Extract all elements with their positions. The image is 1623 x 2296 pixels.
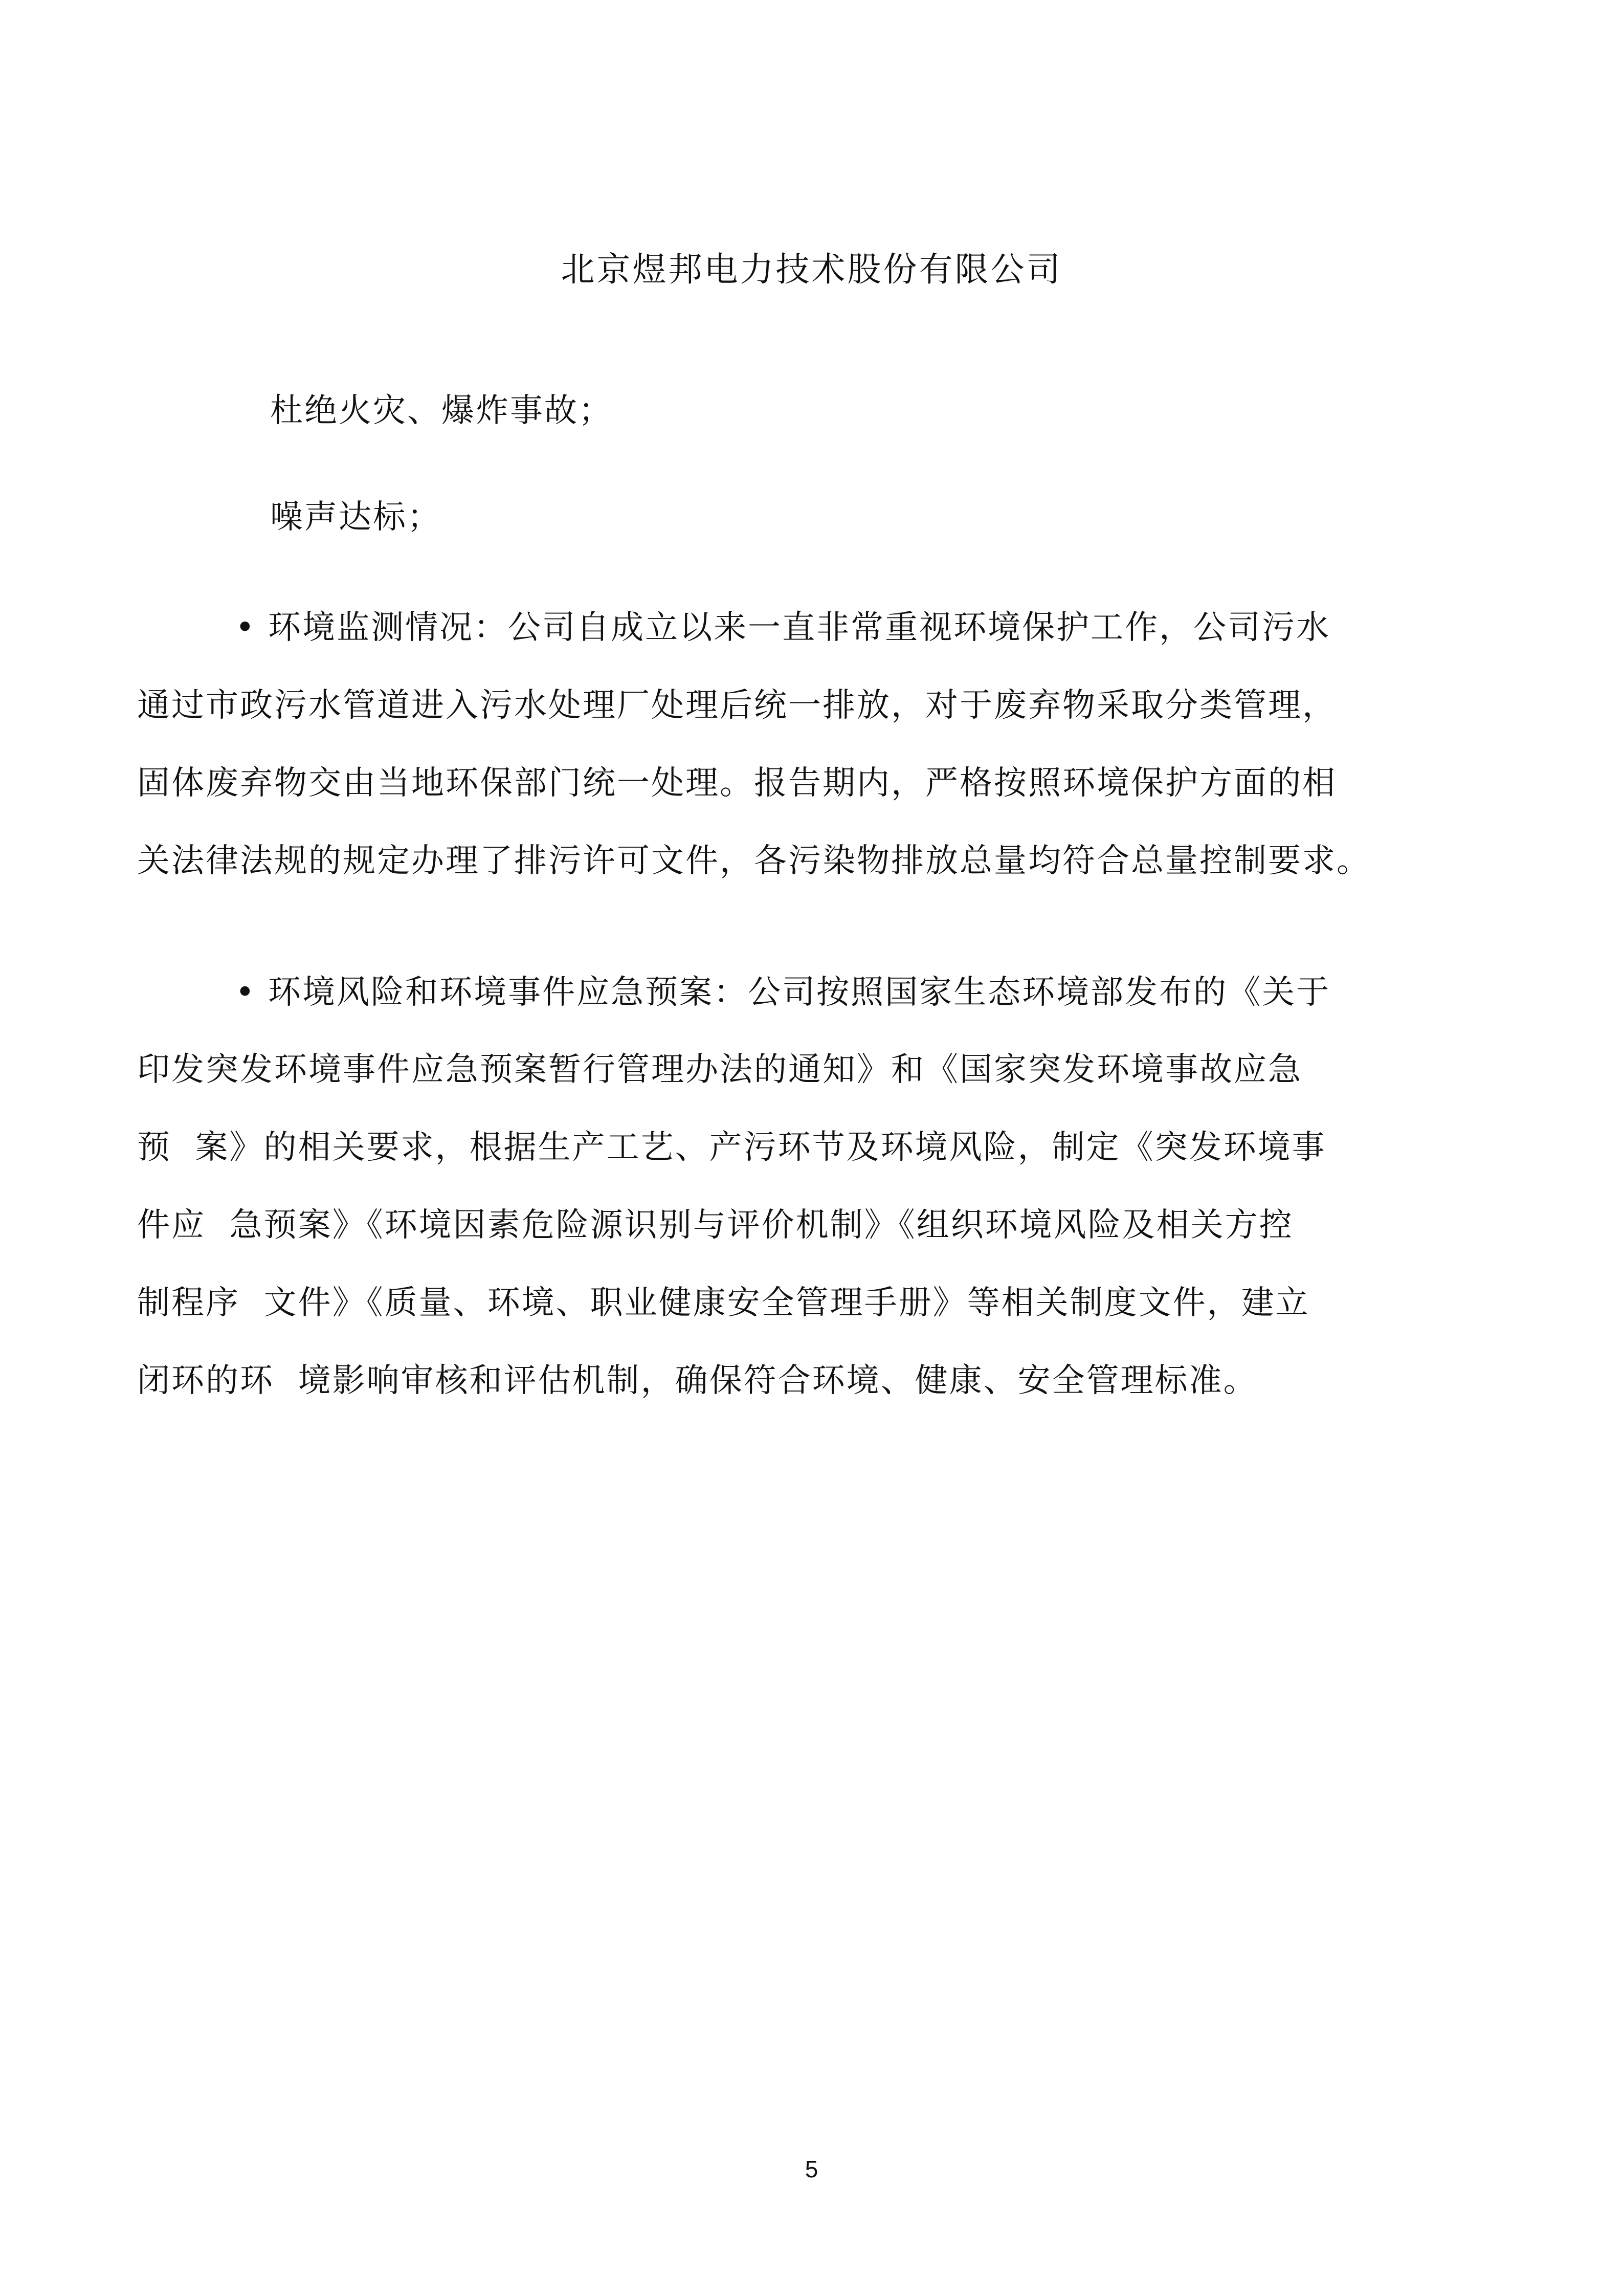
page-header-company: 北京煜邦电力技术股份有限公司 — [561, 250, 1062, 289]
emergency-line: • 环境风险和环境事件应急预案：公司按照国家生态环境部发布的《关于 — [235, 974, 1331, 1011]
monitoring-line: 固体废弃物交由当地环保部门统一处理。报告期内，严格按照环境保护方面的相 — [137, 764, 1337, 802]
monitoring-line: • 环境监测情况：公司自成立以来一直非常重视环境保护工作，公司污水 — [235, 609, 1331, 647]
emergency-line: 制程序 文件》《质量、环境、职业健康安全管理手册》等相关制度文件，建立 — [137, 1284, 1310, 1322]
emergency-line: 件应 急预案》《环境因素危险源识别与评价机制》《组织环境风险及相关方控 — [137, 1206, 1294, 1244]
emergency-line: 印发突发环境事件应急预案暂行管理办法的通知》和《国家突发环境事故应急 — [137, 1051, 1302, 1089]
paragraph-noise: 噪声达标； — [270, 498, 441, 536]
paragraph-fire-safety: 杜绝火灾、爆炸事故； — [270, 392, 613, 430]
monitoring-line: 通过市政污水管道进入污水处理厂处理后统一排放，对于废弃物采取分类管理， — [137, 687, 1337, 724]
emergency-line: 闭环的环 境影响审核和评估机制，确保符合环境、健康、安全管理标准。 — [137, 1362, 1258, 1400]
emergency-line: 预 案》的相关要求，根据生产工艺、产污环节及环境风险，制定《突发环境事 — [137, 1129, 1326, 1166]
monitoring-line: 关法律法规的规定办理了排污许可文件，各污染物排放总量均符合总量控制要求。 — [137, 842, 1371, 880]
page-number: 5 — [805, 2156, 818, 2182]
